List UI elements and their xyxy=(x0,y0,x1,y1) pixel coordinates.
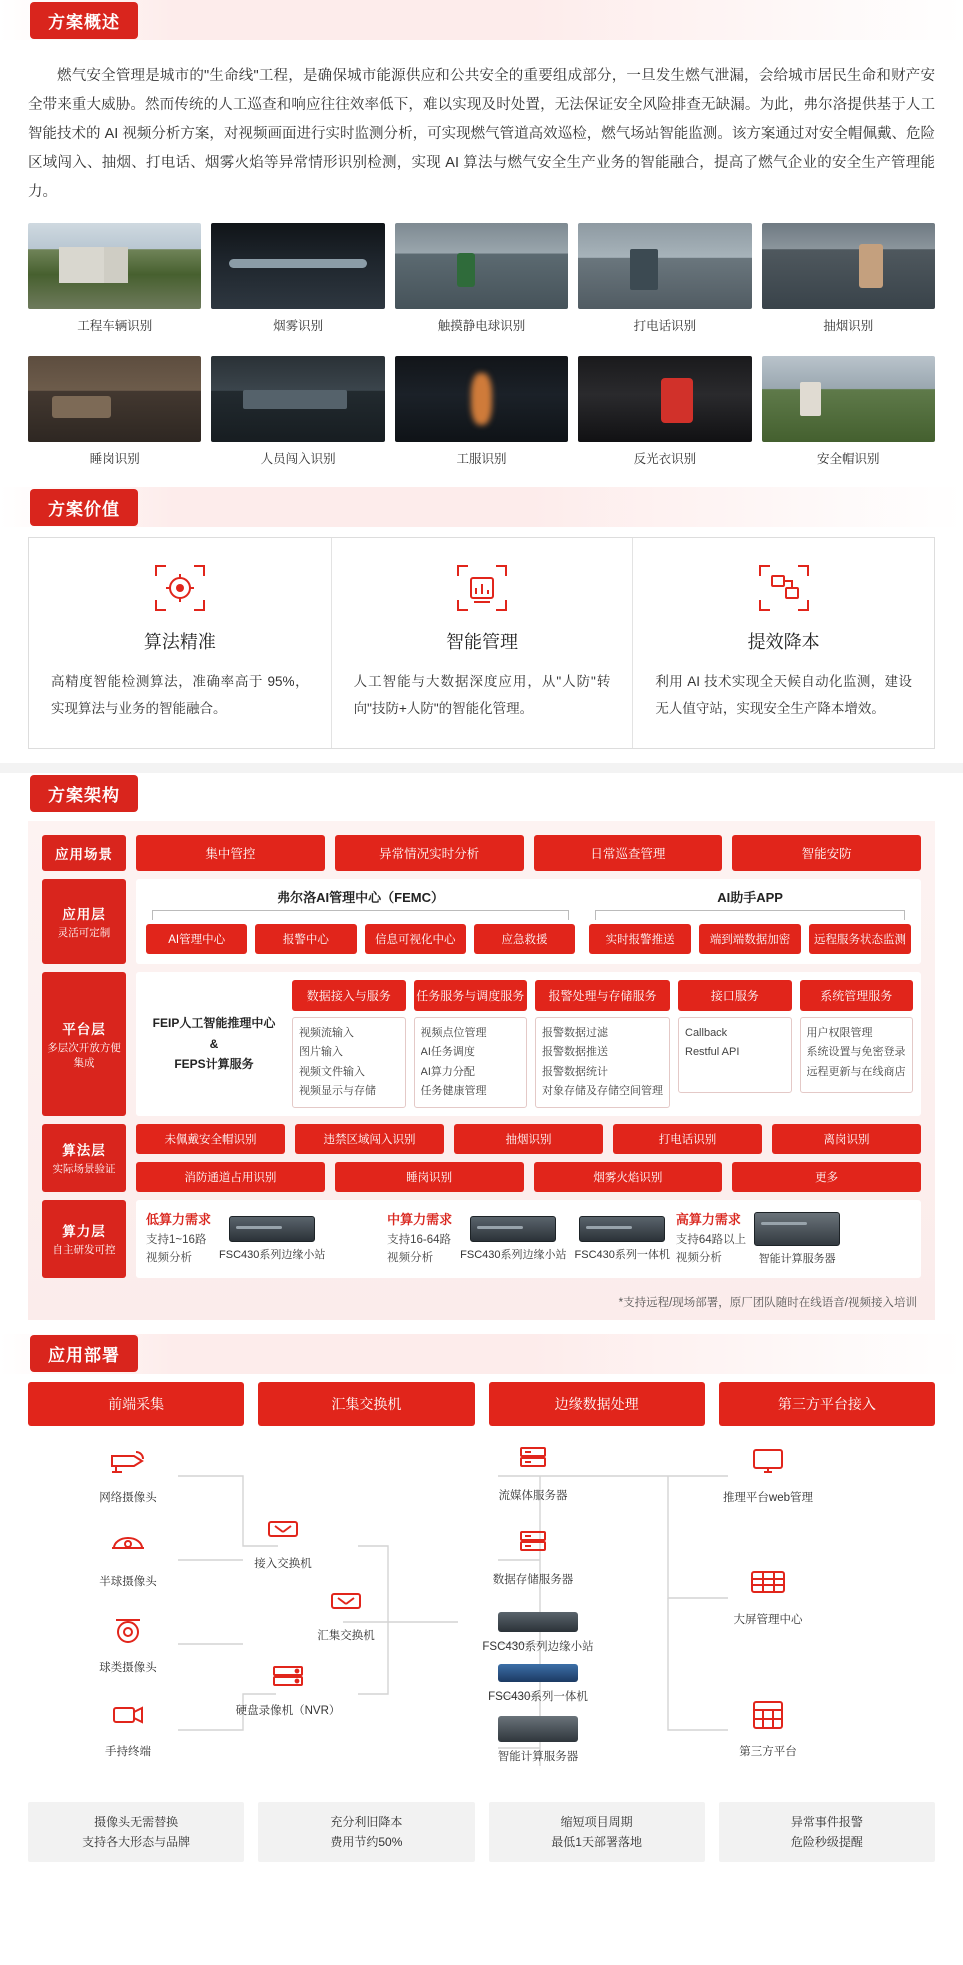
platform-item: AI算力分配 xyxy=(420,1065,475,1078)
algorithm-chip[interactable]: 消防通道占用识别 xyxy=(136,1162,325,1192)
node-web-console xyxy=(688,1444,848,1505)
switch-icon xyxy=(324,1586,368,1616)
arch-row-platform xyxy=(42,972,921,1116)
platform-column-body xyxy=(414,1017,528,1108)
group-brace xyxy=(152,910,569,920)
app-chip-list-right xyxy=(589,924,911,954)
algorithm-chip[interactable]: 抽烟识别 xyxy=(454,1124,603,1154)
arch-row-label xyxy=(42,1200,126,1278)
algorithm-chip[interactable]: 更多 xyxy=(732,1162,921,1192)
scene-caption: 触摸静电球识别 xyxy=(437,319,526,333)
benefit-line1: 充分利旧降本 xyxy=(330,1814,403,1829)
benefit-line1: 摄像头无需替换 xyxy=(94,1814,179,1829)
node-streaming-server xyxy=(458,1444,608,1503)
compute-item xyxy=(146,1210,381,1268)
platform-item: 视频显示与存储 xyxy=(299,1084,376,1097)
ip-camera-icon xyxy=(106,1444,150,1478)
node-handheld xyxy=(68,1698,188,1759)
node-label: 手持终端 xyxy=(105,1745,151,1758)
platform-column-body xyxy=(800,1017,914,1093)
node-label: 推理平台web管理 xyxy=(722,1491,814,1504)
platform-core-line3: FEPS计算服务 xyxy=(174,1057,254,1072)
app-chip[interactable]: 端到端数据加密 xyxy=(699,924,801,954)
app-chip[interactable]: 报警中心 xyxy=(255,924,356,954)
compute-title: 中算力需求 xyxy=(387,1212,453,1227)
chart-bracket-icon xyxy=(354,560,611,616)
value-card-title: 算法精准 xyxy=(143,632,216,652)
node-label: 球类摄像头 xyxy=(99,1661,157,1674)
nvr-icon xyxy=(266,1661,310,1691)
benefit-line2: 最低1天部署落地 xyxy=(551,1834,642,1849)
server-icon xyxy=(511,1444,555,1476)
compute-device-label: FSC430系列一体机 xyxy=(574,1248,670,1261)
scene-chip[interactable]: 集中管控 xyxy=(136,835,325,871)
app-chip[interactable]: 实时报警推送 xyxy=(589,924,691,954)
value-card-text: 利用 AI 技术实现全天候自动化监测，建设无人值守站，实现安全生产降本增效。 xyxy=(655,674,912,716)
platform-item: 报警数据推送 xyxy=(542,1046,608,1059)
scene-card xyxy=(28,356,201,467)
compute-device xyxy=(575,1216,670,1262)
arch-label-title: 算力层 xyxy=(62,1223,106,1239)
node-access-switch xyxy=(223,1514,343,1571)
scene-caption: 抽烟识别 xyxy=(823,319,874,333)
deployment-stage[interactable]: 边缘数据处理 xyxy=(489,1382,705,1426)
compute-item xyxy=(676,1210,911,1268)
algorithm-chip-list-2 xyxy=(136,1162,921,1192)
platform-core-label xyxy=(144,980,284,1108)
platform-column-body xyxy=(535,1017,670,1108)
overview-image-grid-row2 xyxy=(0,340,963,473)
video-wall-icon xyxy=(746,1566,790,1600)
scene-thumbnail xyxy=(395,223,568,309)
scene-thumbnail xyxy=(762,356,935,442)
scene-card xyxy=(762,223,935,334)
platform-core-line2: & xyxy=(209,1036,219,1051)
node-all-in-one xyxy=(458,1664,618,1704)
scene-card xyxy=(395,356,568,467)
benefit-line1: 异常事件报警 xyxy=(790,1814,863,1829)
node-label: 智能计算服务器 xyxy=(497,1750,579,1763)
arch-label-sub: 多层次开放方便集成 xyxy=(47,1041,121,1069)
node-label: 半球摄像头 xyxy=(99,1575,157,1588)
arch-label-sub: 自主研发可控 xyxy=(52,1243,116,1256)
overview-image-grid-row1 xyxy=(0,207,963,340)
node-nvr xyxy=(213,1661,363,1718)
scene-thumbnail xyxy=(395,356,568,442)
scene-caption: 工服识别 xyxy=(456,452,507,466)
compute-device-label: FSC430系列边缘小站 xyxy=(460,1248,567,1261)
arch-label-title: 平台层 xyxy=(62,1021,106,1037)
edge-box-icon xyxy=(498,1612,578,1632)
scene-thumbnail xyxy=(578,223,751,309)
app-chip[interactable]: 远程服务状态监测 xyxy=(809,924,911,954)
node-ip-camera xyxy=(68,1444,188,1505)
value-card-text: 人工智能与大数据深度应用，从"人防"转向"技防+人防"的智能化管理。 xyxy=(353,674,611,716)
arch-label-sub: 实际场景验证 xyxy=(52,1163,116,1176)
arch-row-label xyxy=(42,879,126,964)
arch-label-title: 应用场景 xyxy=(55,847,113,862)
algorithm-chip[interactable]: 离岗识别 xyxy=(772,1124,921,1154)
algorithm-chip[interactable]: 违禁区域闯入识别 xyxy=(295,1124,444,1154)
compute-device-label: 智能计算服务器 xyxy=(758,1252,836,1265)
compute-item xyxy=(387,1210,670,1268)
platform-item: 对象存储及存储空间管理 xyxy=(542,1084,663,1097)
platform-item: 视频文件输入 xyxy=(299,1065,365,1078)
app-chip[interactable]: 应急救援 xyxy=(474,924,575,954)
compute-desc: 支持64路以上 视频分析 xyxy=(675,1233,747,1265)
node-label: FSC430系列边缘小站 xyxy=(482,1640,594,1653)
group-brace xyxy=(595,910,905,920)
server-icon xyxy=(511,1528,555,1560)
benefit-item xyxy=(719,1802,935,1863)
handheld-camera-icon xyxy=(106,1698,150,1732)
all-in-one-icon xyxy=(579,1216,665,1242)
platform-column-head[interactable]: 接口服务 xyxy=(678,980,792,1011)
compute-device xyxy=(219,1216,325,1262)
scene-caption: 安全帽识别 xyxy=(817,452,880,466)
section-header-architecture xyxy=(0,773,963,813)
deployment-benefits xyxy=(28,1802,935,1863)
value-card xyxy=(331,538,633,748)
section-title-value: 方案价值 xyxy=(30,489,138,526)
section-header-value xyxy=(0,487,963,527)
platform-icon xyxy=(746,1698,790,1732)
arch-row-scene xyxy=(42,835,921,871)
node-edge-station xyxy=(458,1612,618,1654)
arch-label-title: 应用层 xyxy=(62,906,106,922)
deployment-diagram xyxy=(28,1382,935,1863)
scene-caption: 烟雾识别 xyxy=(273,319,324,333)
node-label: FSC430系列一体机 xyxy=(488,1690,588,1703)
compute-device-row xyxy=(136,1200,921,1278)
section-header-overview xyxy=(0,0,963,40)
algorithm-chip-list-1 xyxy=(136,1124,921,1154)
platform-column xyxy=(535,980,670,1108)
arch-row-compute xyxy=(42,1200,921,1278)
overview-paragraph: 燃气安全管理是城市的"生命线"工程，是确保城市能源供应和公共安全的重要组成部分，一旦发生燃气泄漏，会给城市居民生命和财产安全带来重大威胁。然而传统的人工巡查和响应往往效率低下，难以实现及时处置，无法保证安全风险排查无缺漏。为此，弗尔洛提供基于人工智能技术的 AI 视频分析方案，对视频画面进行实时监测分析，可实现燃气管道高效巡检，燃气场站智能监测。该方案通过对安全帽佩戴、危险区域闯入、抽烟、打电话、烟雾火焰等异常情形识别检测，实现 AI 算法与燃气安全生产业务的智能融合，提高了燃气企业的安全生产管理能力。 xyxy=(28,68,935,200)
scene-card xyxy=(578,356,751,467)
node-label: 汇集交换机 xyxy=(317,1629,375,1642)
platform-item: AI任务调度 xyxy=(420,1046,475,1059)
edge-box-icon xyxy=(470,1216,556,1242)
overview-section xyxy=(0,48,963,207)
benefit-item xyxy=(28,1802,244,1863)
app-chip[interactable]: AI管理中心 xyxy=(146,924,247,954)
scene-card xyxy=(211,223,384,334)
app-chip-list-left xyxy=(146,924,575,954)
scene-caption: 睡岗识别 xyxy=(89,452,140,466)
scene-caption: 工程车辆识别 xyxy=(77,319,153,333)
dome-camera-icon xyxy=(106,1528,150,1562)
value-card-text: 高精度智能检测算法，准确率高于 95%，实现算法与业务的智能融合。 xyxy=(51,674,309,716)
node-label: 大屏管理中心 xyxy=(733,1613,803,1626)
node-third-party-platform xyxy=(688,1698,848,1759)
benefit-item xyxy=(489,1802,705,1863)
ai-server-icon xyxy=(754,1212,840,1246)
scene-caption: 反光衣识别 xyxy=(633,452,697,466)
platform-item: 报警数据过滤 xyxy=(542,1027,608,1039)
section-title-architecture: 方案架构 xyxy=(30,775,138,812)
scene-thumbnail xyxy=(211,223,384,309)
platform-item: 报警数据统计 xyxy=(542,1065,608,1078)
edge-box-icon xyxy=(229,1216,315,1242)
ptz-camera-icon xyxy=(106,1612,150,1648)
section-header-deployment xyxy=(0,1334,963,1374)
platform-item: Restful API xyxy=(685,1046,740,1059)
platform-core-line1: FEIP人工智能推理中心 xyxy=(152,1016,276,1031)
benefit-line2: 危险秒级提醒 xyxy=(790,1834,863,1849)
section-divider xyxy=(0,763,963,773)
platform-item: 用户权限管理 xyxy=(806,1027,873,1039)
platform-column-body xyxy=(292,1017,406,1108)
target-bracket-icon xyxy=(51,560,309,616)
scene-chip[interactable]: 异常情况实时分析 xyxy=(335,835,524,871)
platform-item: 系统设置与免密登录 xyxy=(806,1046,906,1059)
value-card xyxy=(29,538,331,748)
ai-server-icon xyxy=(498,1716,578,1742)
scene-card xyxy=(395,223,568,334)
platform-item: 图片输入 xyxy=(299,1046,343,1059)
value-card-title: 智能管理 xyxy=(445,632,518,652)
arch-row-label xyxy=(42,835,126,871)
deployment-stage[interactable]: 前端采集 xyxy=(28,1382,244,1426)
platform-column-head[interactable]: 系统管理服务 xyxy=(800,980,914,1011)
scene-thumbnail xyxy=(762,223,935,309)
app-group-title-left: 弗尔洛AI管理中心（FEMC） xyxy=(277,890,444,905)
node-label: 数据存储服务器 xyxy=(492,1573,574,1586)
arch-row-label xyxy=(42,972,126,1116)
monitor-icon xyxy=(746,1444,790,1478)
algorithm-chip[interactable]: 未佩戴安全帽识别 xyxy=(136,1124,285,1154)
platform-item: 任务健康管理 xyxy=(420,1084,487,1097)
benefit-line1: 缩短项目周期 xyxy=(560,1814,633,1829)
value-card-title: 提效降本 xyxy=(747,632,820,652)
node-ai-server xyxy=(458,1716,618,1764)
platform-column xyxy=(678,980,792,1108)
deployment-stage[interactable]: 第三方平台接入 xyxy=(719,1382,935,1426)
node-label: 接入交换机 xyxy=(254,1557,312,1570)
node-label: 第三方平台 xyxy=(739,1745,797,1758)
benefit-line2: 费用节约50% xyxy=(330,1834,403,1849)
platform-column-body xyxy=(678,1017,792,1093)
algorithm-chip[interactable]: 烟雾火焰识别 xyxy=(534,1162,723,1192)
scene-thumbnail xyxy=(211,356,384,442)
node-label: 网络摄像头 xyxy=(99,1491,157,1504)
platform-item: 远程更新与在线商店 xyxy=(806,1065,906,1078)
compute-title: 高算力需求 xyxy=(675,1212,741,1227)
benefit-line2: 支持各大形态与品牌 xyxy=(82,1834,191,1849)
section-title-overview: 方案概述 xyxy=(30,2,138,39)
platform-item: Callback xyxy=(685,1027,728,1039)
arch-row-algorithm xyxy=(42,1124,921,1192)
node-ptz-camera xyxy=(68,1612,188,1675)
node-storage-server xyxy=(458,1528,608,1587)
arch-label-title: 算法层 xyxy=(62,1143,106,1159)
benefit-item xyxy=(258,1802,474,1863)
algorithm-chip[interactable]: 睡岗识别 xyxy=(335,1162,524,1192)
scene-caption: 人员闯入识别 xyxy=(260,452,336,466)
platform-column-head[interactable]: 报警处理与存储服务 xyxy=(535,980,670,1011)
scene-card xyxy=(578,223,751,334)
deployment-canvas xyxy=(28,1436,935,1796)
scene-card xyxy=(762,356,935,467)
deployment-stage-headers xyxy=(28,1382,935,1426)
compute-device xyxy=(754,1212,840,1266)
architecture-note: *支持远程/现场部署，原厂团队随时在线语音/视频接入培训 xyxy=(618,1296,917,1309)
compute-device-label: FSC430系列边缘小站 xyxy=(219,1248,326,1261)
switch-icon xyxy=(261,1514,305,1544)
value-card xyxy=(632,538,934,748)
app-chip[interactable]: 信息可视化中心 xyxy=(365,924,466,954)
arch-row-label xyxy=(42,1124,126,1192)
scene-card xyxy=(211,356,384,467)
compute-desc: 支持1~16路 视频分析 xyxy=(146,1233,207,1265)
arch-row-application xyxy=(42,879,921,964)
section-title-deployment: 应用部署 xyxy=(30,1335,138,1372)
node-video-wall xyxy=(688,1566,848,1627)
all-in-one-icon xyxy=(498,1664,578,1682)
scene-chip[interactable]: 日常巡查管理 xyxy=(534,835,723,871)
compute-device xyxy=(460,1216,566,1262)
platform-column xyxy=(292,980,406,1108)
platform-item: 视频点位管理 xyxy=(420,1027,487,1039)
architecture-diagram xyxy=(28,821,935,1320)
platform-item: 视频流输入 xyxy=(299,1027,354,1039)
node-label: 硬盘录像机（NVR） xyxy=(235,1704,341,1717)
arch-label-sub: 灵活可定制 xyxy=(57,926,111,939)
platform-column xyxy=(800,980,914,1108)
platform-column-head[interactable]: 数据接入与服务 xyxy=(292,980,406,1011)
compute-desc: 支持16-64路 视频分析 xyxy=(387,1233,452,1265)
value-cards xyxy=(28,537,935,749)
node-aggregation-switch xyxy=(286,1586,406,1643)
compute-title: 低算力需求 xyxy=(146,1212,212,1227)
scene-chip-list xyxy=(136,835,921,871)
deployment-stage[interactable]: 汇集交换机 xyxy=(258,1382,474,1426)
scene-thumbnail xyxy=(578,356,751,442)
node-dome-camera xyxy=(68,1528,188,1589)
algorithm-chip[interactable]: 打电话识别 xyxy=(613,1124,762,1154)
nodes-bracket-icon xyxy=(655,560,912,616)
scene-card xyxy=(28,223,201,334)
platform-column xyxy=(414,980,528,1108)
scene-thumbnail xyxy=(28,356,201,442)
platform-column-head[interactable]: 任务服务与调度服务 xyxy=(414,980,528,1011)
node-label: 流媒体服务器 xyxy=(498,1489,568,1502)
app-group-title-right: AI助手APP xyxy=(717,890,783,905)
scene-caption: 打电话识别 xyxy=(633,319,697,333)
scene-chip[interactable]: 智能安防 xyxy=(732,835,921,871)
scene-thumbnail xyxy=(28,223,201,309)
